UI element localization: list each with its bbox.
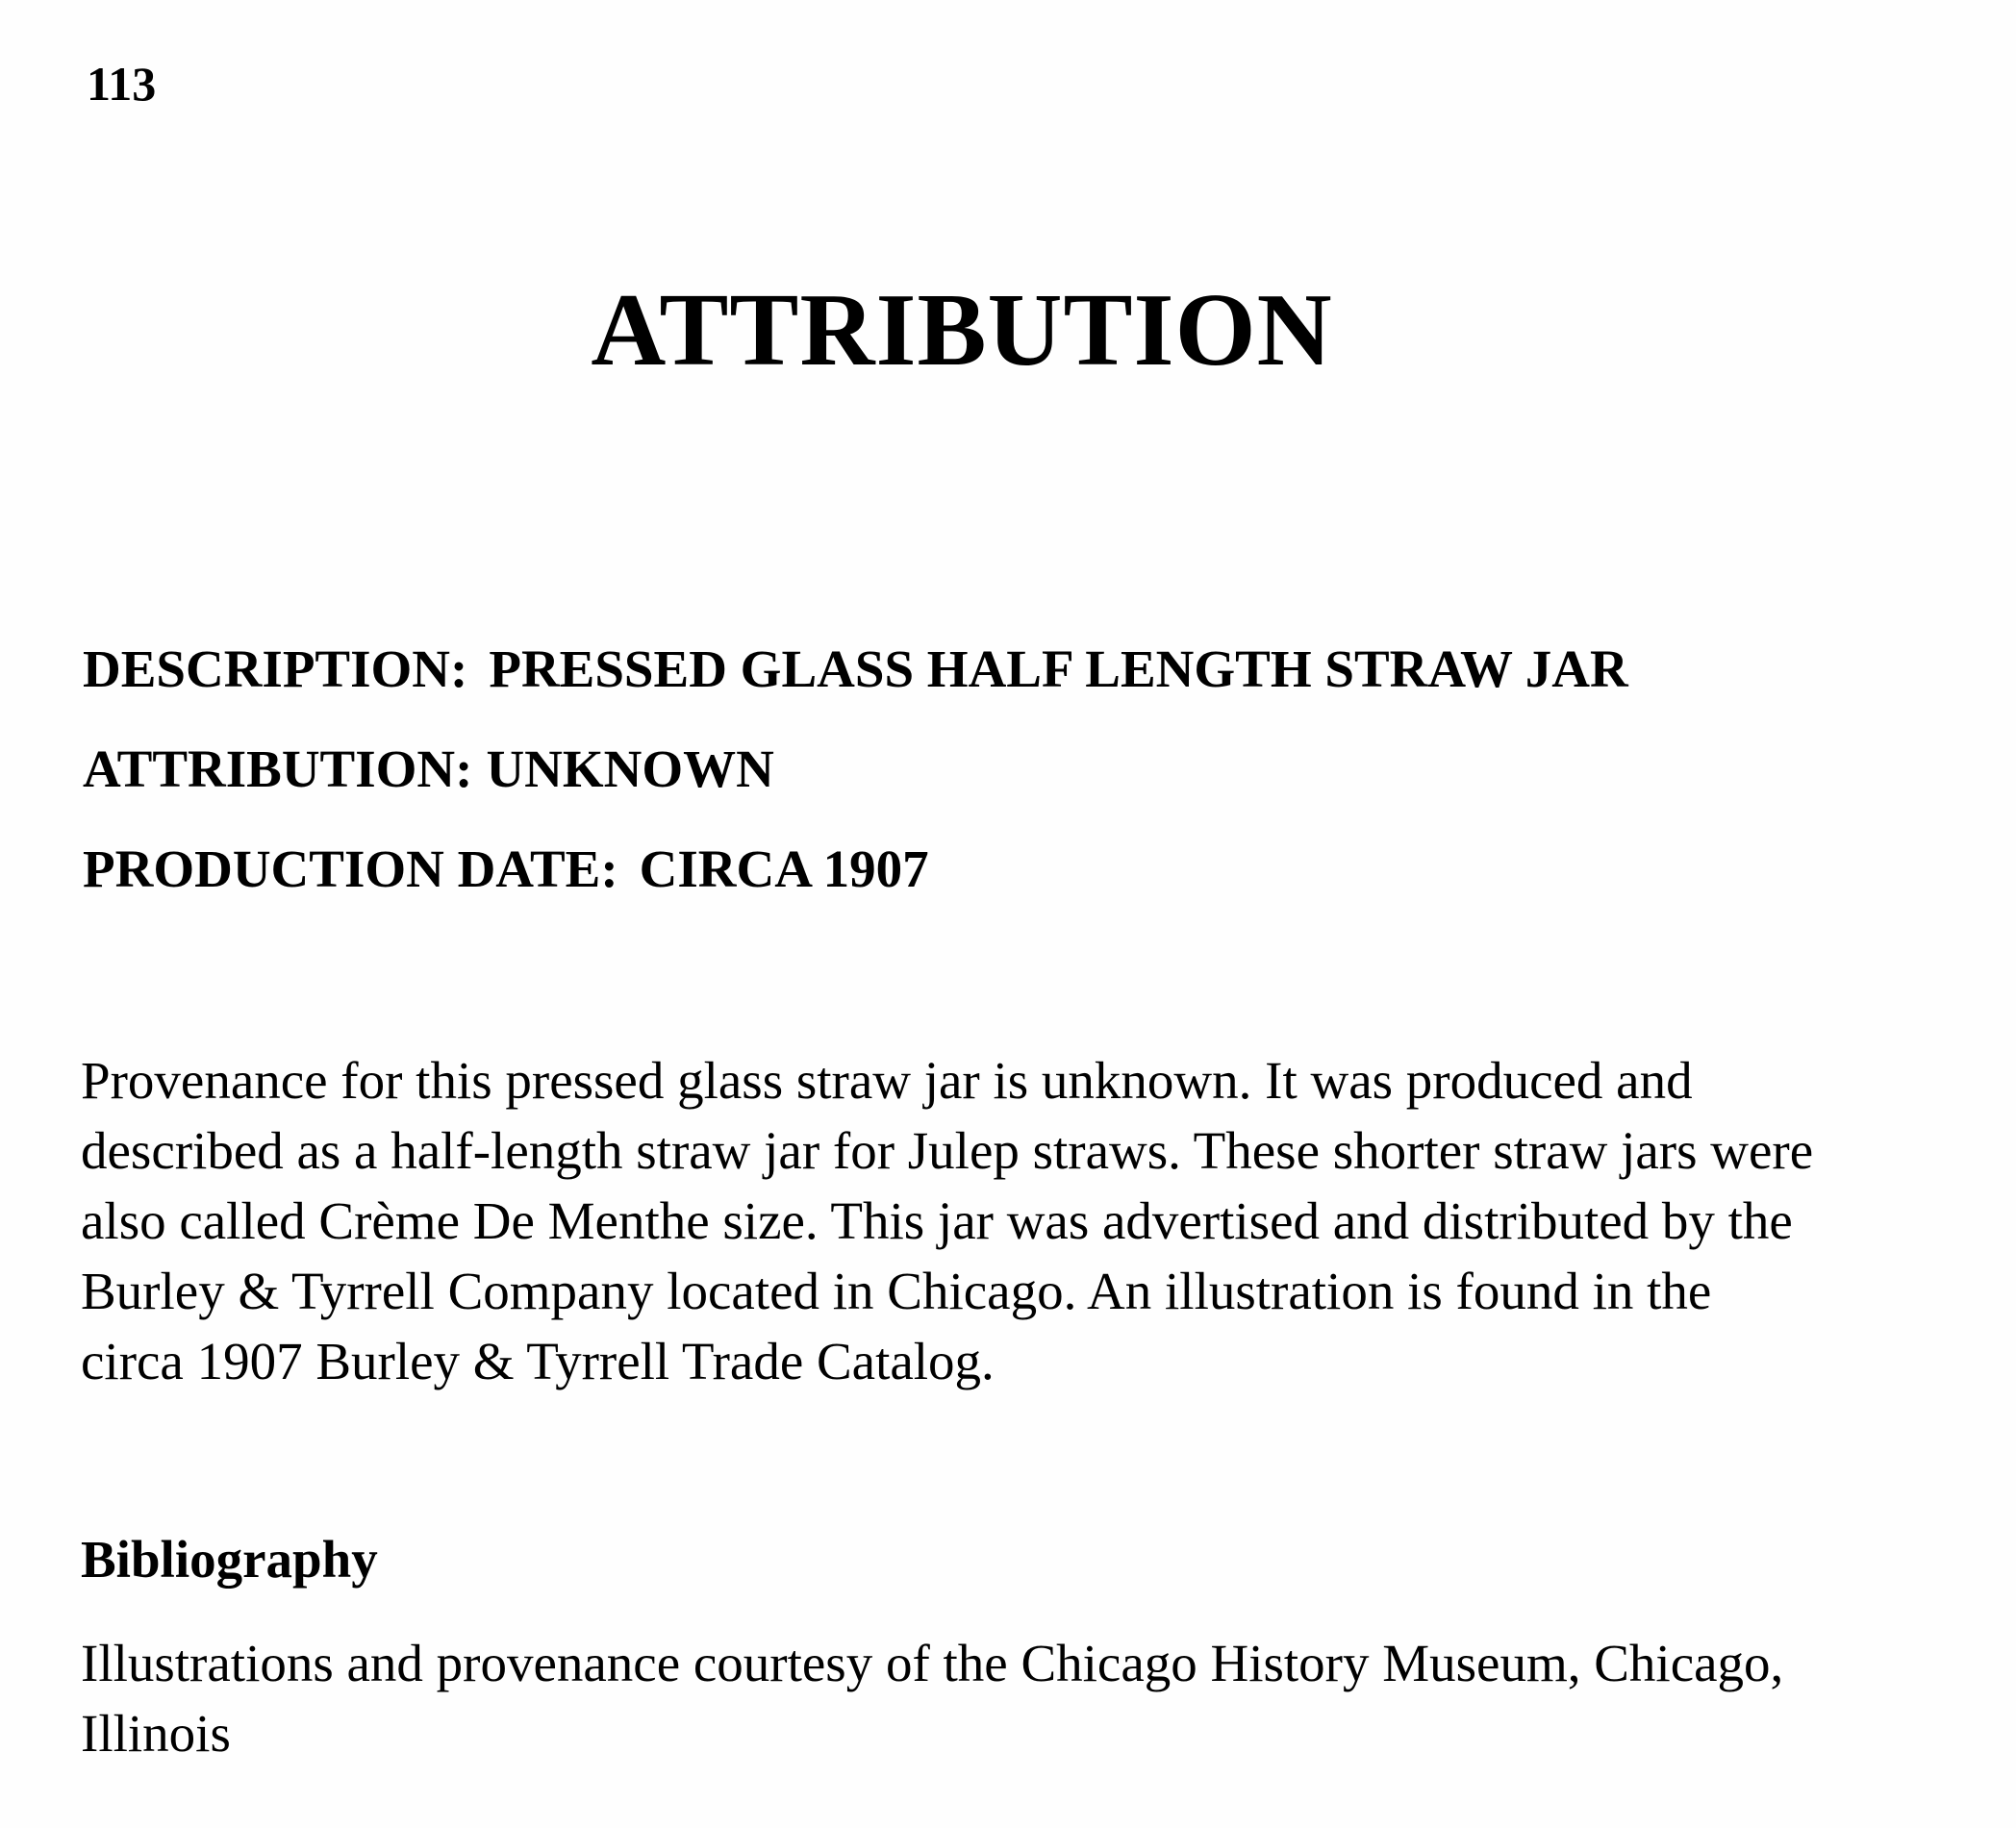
paragraph-line: Burley & Tyrrell Company located in Chicago. An illustration is found in the	[81, 1262, 1712, 1320]
bibliography-heading: Bibliography	[81, 1530, 378, 1589]
bibliography-line: Illinois	[81, 1704, 231, 1763]
provenance-paragraph	[81, 1045, 1966, 1396]
description-value: PRESSED GLASS HALF LENGTH STRAW JAR	[489, 639, 1628, 698]
production-date-label: PRODUCTION DATE:	[83, 839, 618, 898]
description-field	[83, 639, 1628, 698]
bibliography-line: Illustrations and provenance courtesy of the Chicago History Museum, Chicago,	[81, 1634, 1784, 1692]
description-label: DESCRIPTION:	[83, 639, 468, 698]
attribution-value: UNKNOWN	[486, 739, 774, 798]
page-title: ATTRIBUTION	[591, 273, 1333, 388]
bibliography-text	[81, 1628, 1966, 1768]
production-date-value: CIRCA 1907	[639, 839, 929, 898]
production-date-field	[83, 839, 929, 898]
paragraph-line: Provenance for this pressed glass straw jar is unknown. It was produced and	[81, 1051, 1693, 1110]
attribution-label: ATTRIBUTION:	[83, 739, 473, 798]
attribution-field	[83, 739, 774, 798]
paragraph-line: circa 1907 Burley & Tyrrell Trade Catalog.	[81, 1332, 995, 1390]
paragraph-line: described as a half-length straw jar for Julep straws. These shorter straw jars were	[81, 1121, 1814, 1180]
paragraph-line: also called Crème De Menthe size. This jar was advertised and distributed by the	[81, 1191, 1793, 1250]
page-number: 113	[87, 57, 157, 111]
